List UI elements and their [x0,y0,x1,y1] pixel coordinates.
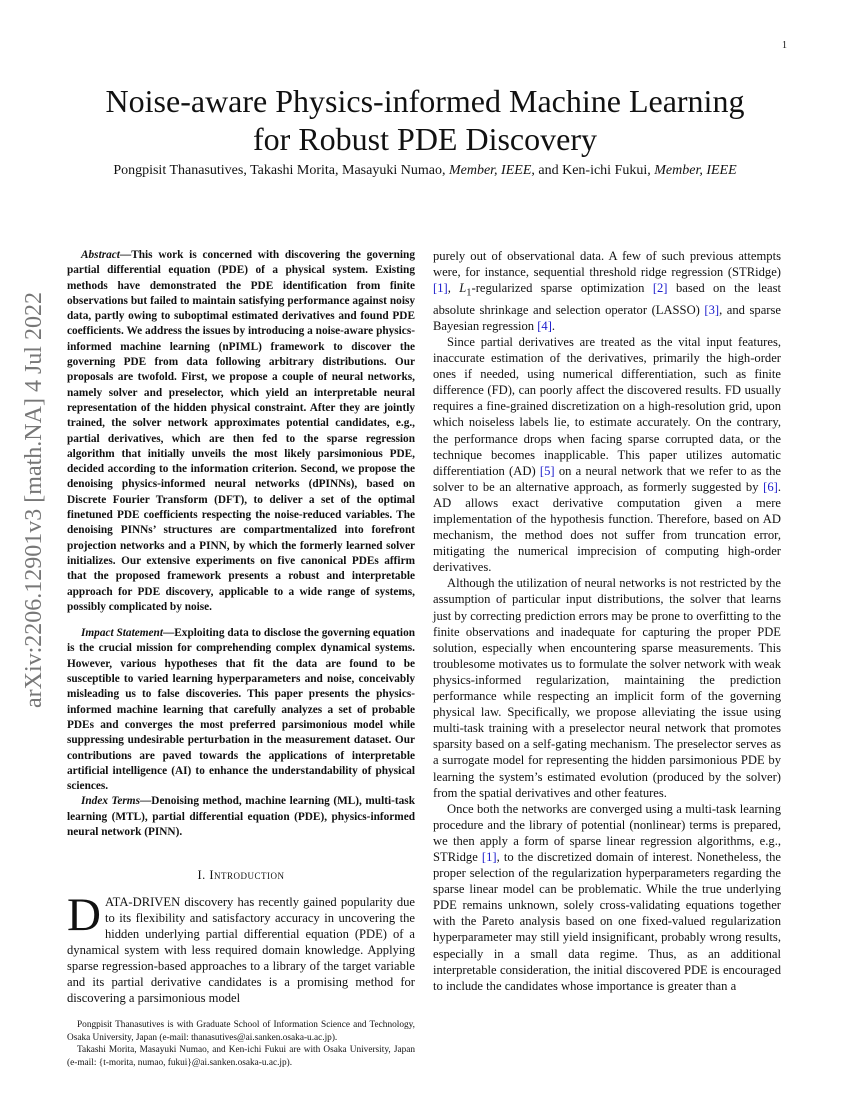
section-number: I. [197,868,210,883]
title-line-2: for Robust PDE Discovery [253,121,597,157]
right-column [433,248,781,994]
impact-label: Impact Statement [81,627,163,640]
citation-link[interactable]: [6] [763,479,778,494]
paragraph-text: . [551,318,556,333]
citation-link[interactable]: [1] [481,849,497,864]
body-paragraph [433,334,781,575]
body-paragraph: Although the utilization of neural networks is not restricted by the assumption of particular input distributions, the solver that learns just by correcting prediction errors may be prone to overfitting to the finite observations and inadequate for capturing the proper PDE solution, especially when encountering sparse measurements. This troublesome motivates us to formulate the solver network with weak physics-informed regularization, maintaining the prediction performance while respecting an implicit form of the governing physical law. Specifically, we propose alleviating the issue using multi-task training with a preselector neural network that promotes sparsity based on a self-gating mechanism. The preselector serves as a surrogate model for representing the hidden parsimonious PDE by learning the system’s estimated evolution (produced by the solver) from the spatial derivatives and other features. [433,576,781,800]
citation-link[interactable]: [2] [652,281,668,296]
abstract-text: —This work is concerned with discovering the governing partial differential equation (PDE) of a physical system. Existing methods have demonstrated the PDE identification from finite observations but failed to maintain satisfying performance against noisy data, partly owing to suboptimal estimated derivatives and found PDE coefficients. We address the issues by introducing a noise-aware physics-informed machine learning (nPIML) framework to discover the governing PDE from data following arbitrary distributions. Our proposals are twofold. First, we propose a couple of neural networks, namely solver and preselector, which yield an interpretable neural representation of the hidden physical constraint. After they are jointly trained, the solver network approximates potential candidates, e.g., partial derivatives, which are then fed to the sparse regression algorithm that initially unveils the most likely parsimonious PDE, decided according to the information criterion. Second, we propose the denoising physics-informed neural networks (dPINNs), based on Discrete Fourier Transform (DFT), to deliver a set of the optimal finetuned PDE coefficients respecting the noise-reduced variables. The denoising PINNs’ structures are compartmentalized into forefront projection networks and a PINN, by which the formerly learned solver initializes. Our extensive experiments on five canonical PDEs affirm that the proposed framework presents a robust and interpretable approach for PDE discovery, applicable to a wide range of systems, possibly complicated by noise. [67,249,415,613]
subscript: 1 [466,287,472,299]
author-membership: Member, IEEE [654,163,737,178]
authors-text: Pongpisit Thanasutives, Takashi Morita, Masayuki Numao, [113,163,449,178]
citation-link[interactable]: [1] [433,281,448,296]
impact-text: —Exploiting data to disclose the governing equation is the crucial mission for comprehending complex dynamical systems. However, various hypotheses that fit the data are found to be susceptible to varied learning hyperparameters and noise, conceivably misleading us to false discoveries. This paper presents the physics-informed machine learning that carefully analyzes a set of probable PDEs and converges the most preferred parsimonious model while suppressing undesirable perturbation in the measurement dataset. Our contributions are paved towards the applications of interpretable artificial intelligence (AI) to enhance the understandability of physical sciences. [67,627,415,793]
paragraph-text: , and sparse Bayesian regression [433,302,781,333]
author-list [50,163,800,179]
paragraph-text: Since partial derivatives are treated as the vital input features, inaccurate estimation of the derivatives, primarily the high-order ones if needed, using numerical differentiation, such as finite difference (FD), can poorly affect the discovered results. FD usually requires a fine-grained discretization on a high-resolution grid, upon which noiseless labels lie, to estimate accurately. On the contrary, the performance drops when facing sparse corrupted data, or the technique becomes inapplicable. This paper utilizes automatic differentiation (AD) [433,334,781,478]
footnotes [67,1018,415,1069]
paragraph-text: Once both the networks are converged using a multi-task learning procedure and the library of potential (nonlinear) terms is prepared, we then apply a form of sparse linear regression algorithms, e.g., STRidge [433,801,781,864]
intro-paragraph [67,888,415,1007]
title-line-1: Noise-aware Physics-informed Machine Learning [105,83,745,119]
index-terms-label: Index Terms [81,795,140,808]
paragraph-text: on a neural network that we refer to as the solver to be an alternative approach, as formerly suggested by [433,463,781,494]
footnote: Pongpisit Thanasutives is with Graduate School of Information Science and Technology, Osaka University, Japan (e-mail: thanasutives@ai.sanken.osaka-u.ac.jp). [67,1020,415,1043]
authors-text: , and Ken-ichi Fukui, [531,163,655,178]
paper-title [60,82,790,158]
index-terms-text: —Denoising method, machine learning (ML), multi-task learning (MTL), partial differential equation (PDE), physics-informed neural network (PINN). [67,795,415,838]
impact-statement [67,626,415,794]
left-column [67,248,415,1070]
page-number: 1 [782,40,787,51]
paragraph-text: -regularized sparse optimization [471,281,653,296]
section-heading [67,868,415,883]
paragraph-text: based on the least absolute shrinkage and selection operator (LASSO) [433,281,781,317]
paragraph-text: , L [447,281,467,296]
footnote: Takashi Morita, Masayuki Numao, and Ken-ichi Fukui are with Osaka University, Japan (e-mail: {t-morita, numao, fukui}@ai.sanken.osaka-u.ac.jp). [67,1045,415,1069]
arxiv-identifier[interactable]: arXiv:2206.12901v3 [math.NA] 4 Jul 2022 [21,292,47,708]
intro-text: ATA-DRIVEN discovery has recently gained popularity due to its flexibility and satisfactory accuracy in uncovering the hidden underlying partial differential equation (PDE) of a dynamical system with less required domain knowledge. Applying sparse regression-based approaches to a library of the target variable and its partial derivative candidates is a promising method for discovering a parsimonious model [67,894,415,1006]
citation-link[interactable]: [5] [539,463,555,478]
paragraph-text: . AD allows exact derivative computation given a mere implementation of the hypothesis function. Therefore, based on AD mechanism, the method does not suffer from truncation error, mitigating the numerical imprecision of computing high-order derivatives. [433,479,781,575]
author-membership: Member, IEEE [448,163,532,178]
section-title: Introduction [209,868,285,883]
drop-cap: D [67,888,101,941]
body-paragraph [433,801,781,994]
paragraph-text: purely out of observational data. A few of such previous attempts were, for instance, sequential threshold ridge regression (STRidge) [433,249,781,280]
abstract-label: Abstract [81,249,120,261]
index-terms [67,794,415,840]
citation-link[interactable]: [3] [704,302,720,317]
paragraph-text: , to the discretized domain of interest. Nonetheless, the proper selection of the regularization hyperparameters regarding the sparse linear model can be problematic. While the true underlying PDE remains unknown, solely cross-validating equations together with the Pareto analysis based on one fixed-valued regularization hyperparameter may still yield insignificant, probably wrong results, especially in a small data regime. Thus, as an additional interpretable consideration, the initial discovered PDE is encouraged to include the candidates whose importance is greater than a [433,849,781,993]
abstract [67,248,415,615]
citation-link[interactable]: [4] [537,318,552,333]
body-paragraph [433,248,781,334]
